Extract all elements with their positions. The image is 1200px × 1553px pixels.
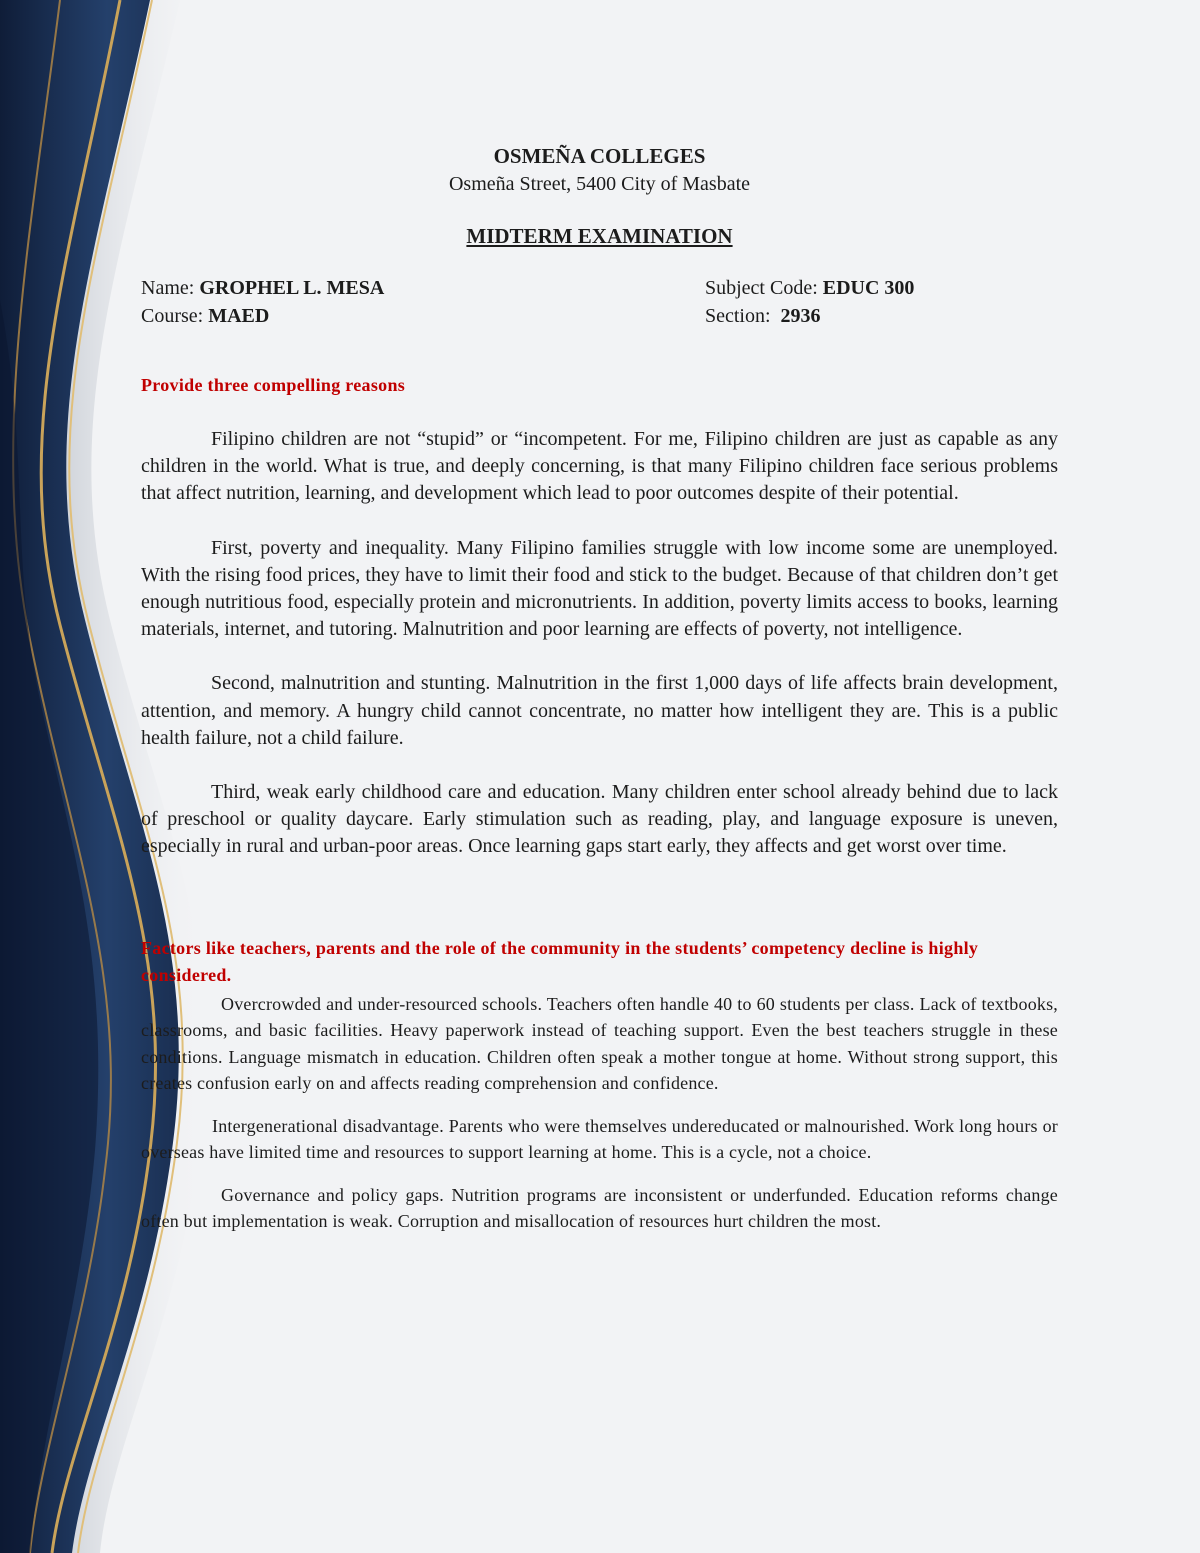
section1-heading: Provide three compelling reasons	[141, 375, 406, 395]
section1-paragraph-early-childhood: Third, weak early childhood care and education. Many children enter school already behind due to lack of preschool or quality daycare. Early stimulation such as reading, play, and language exposure is uneven, especially in rural and urban-poor areas. Once learning gaps start early, they affects and get worst over time.	[141, 781, 1058, 858]
subject-code-row	[705, 274, 914, 302]
document-body	[141, 142, 1058, 1235]
section1-paragraph-malnutrition: Second, malnutrition and stunting. Malnutrition in the first 1,000 days of life affects brain development, attention, and memory. A hungry child cannot concentrate, no matter how intelligent they are. This is a public health failure, not a child failure.	[141, 672, 1058, 749]
exam-title: MIDTERM EXAMINATION	[466, 224, 733, 248]
section-value: 2936	[780, 305, 821, 327]
section-row	[705, 302, 821, 330]
course-value: MAED	[208, 305, 270, 327]
college-name: OSMEÑA COLLEGES	[493, 144, 706, 168]
section2-paragraph-schools: Overcrowded and under-resourced schools. Teachers often handle 40 to 60 students per class. Lack of textbooks, classrooms, and basic facilities. Heavy paperwork instead of teaching support. Even the best teachers struggle in these conditions. Language mismatch in education. Children often speak a mother tongue at home. Without strong support, this creates confusion early on and affects reading comprehension and confidence.	[141, 993, 1058, 1094]
subject-code-value: EDUC 300	[822, 277, 915, 299]
college-address: Osmeña Street, 5400 City of Masbate	[448, 173, 751, 195]
section2-paragraph-intergenerational: Intergenerational disadvantage. Parents who were themselves undereducated or malnourished. Work long hours or overseas have limited time and resources to support learning at home. This is a cycle, not a choice.	[141, 1115, 1058, 1163]
name-value: GROPHEL L. MESA	[199, 277, 385, 299]
section2-heading: Factors like teachers, parents and the role of the community in the students’ competency decline is highly considered.	[141, 937, 979, 985]
section2-paragraph-governance: Governance and policy gaps. Nutrition programs are inconsistent or underfunded. Education reforms change often but implementation is weak. Corruption and misallocation of resources hurt children the most.	[141, 1184, 1058, 1232]
student-info	[141, 274, 1058, 330]
name-label: Name:	[141, 277, 200, 299]
name-row	[141, 274, 384, 302]
section1-paragraph-poverty: First, poverty and inequality. Many Filipino families struggle with low income some are unemployed. With the rising food prices, they have to limit their food and stick to the budget. Because of that children don’t get enough nutritious food, especially protein and micronutrients. In addition, poverty limits access to books, learning materials, internet, and tutoring. Malnutrition and poor learning are effects of poverty, not intelligence.	[141, 536, 1058, 641]
section1-paragraph-intro: Filipino children are not “stupid” or “incompetent. For me, Filipino children are just as capable as any children in the world. What is true, and deeply concerning, is that many Filipino children face serious problems that affect nutrition, learning, and development which lead to poor outcomes despite of their potential.	[141, 428, 1058, 505]
subject-code-label: Subject Code:	[705, 277, 823, 299]
section-label: Section:	[705, 305, 781, 327]
course-label: Course:	[141, 305, 209, 327]
course-row	[141, 302, 269, 330]
